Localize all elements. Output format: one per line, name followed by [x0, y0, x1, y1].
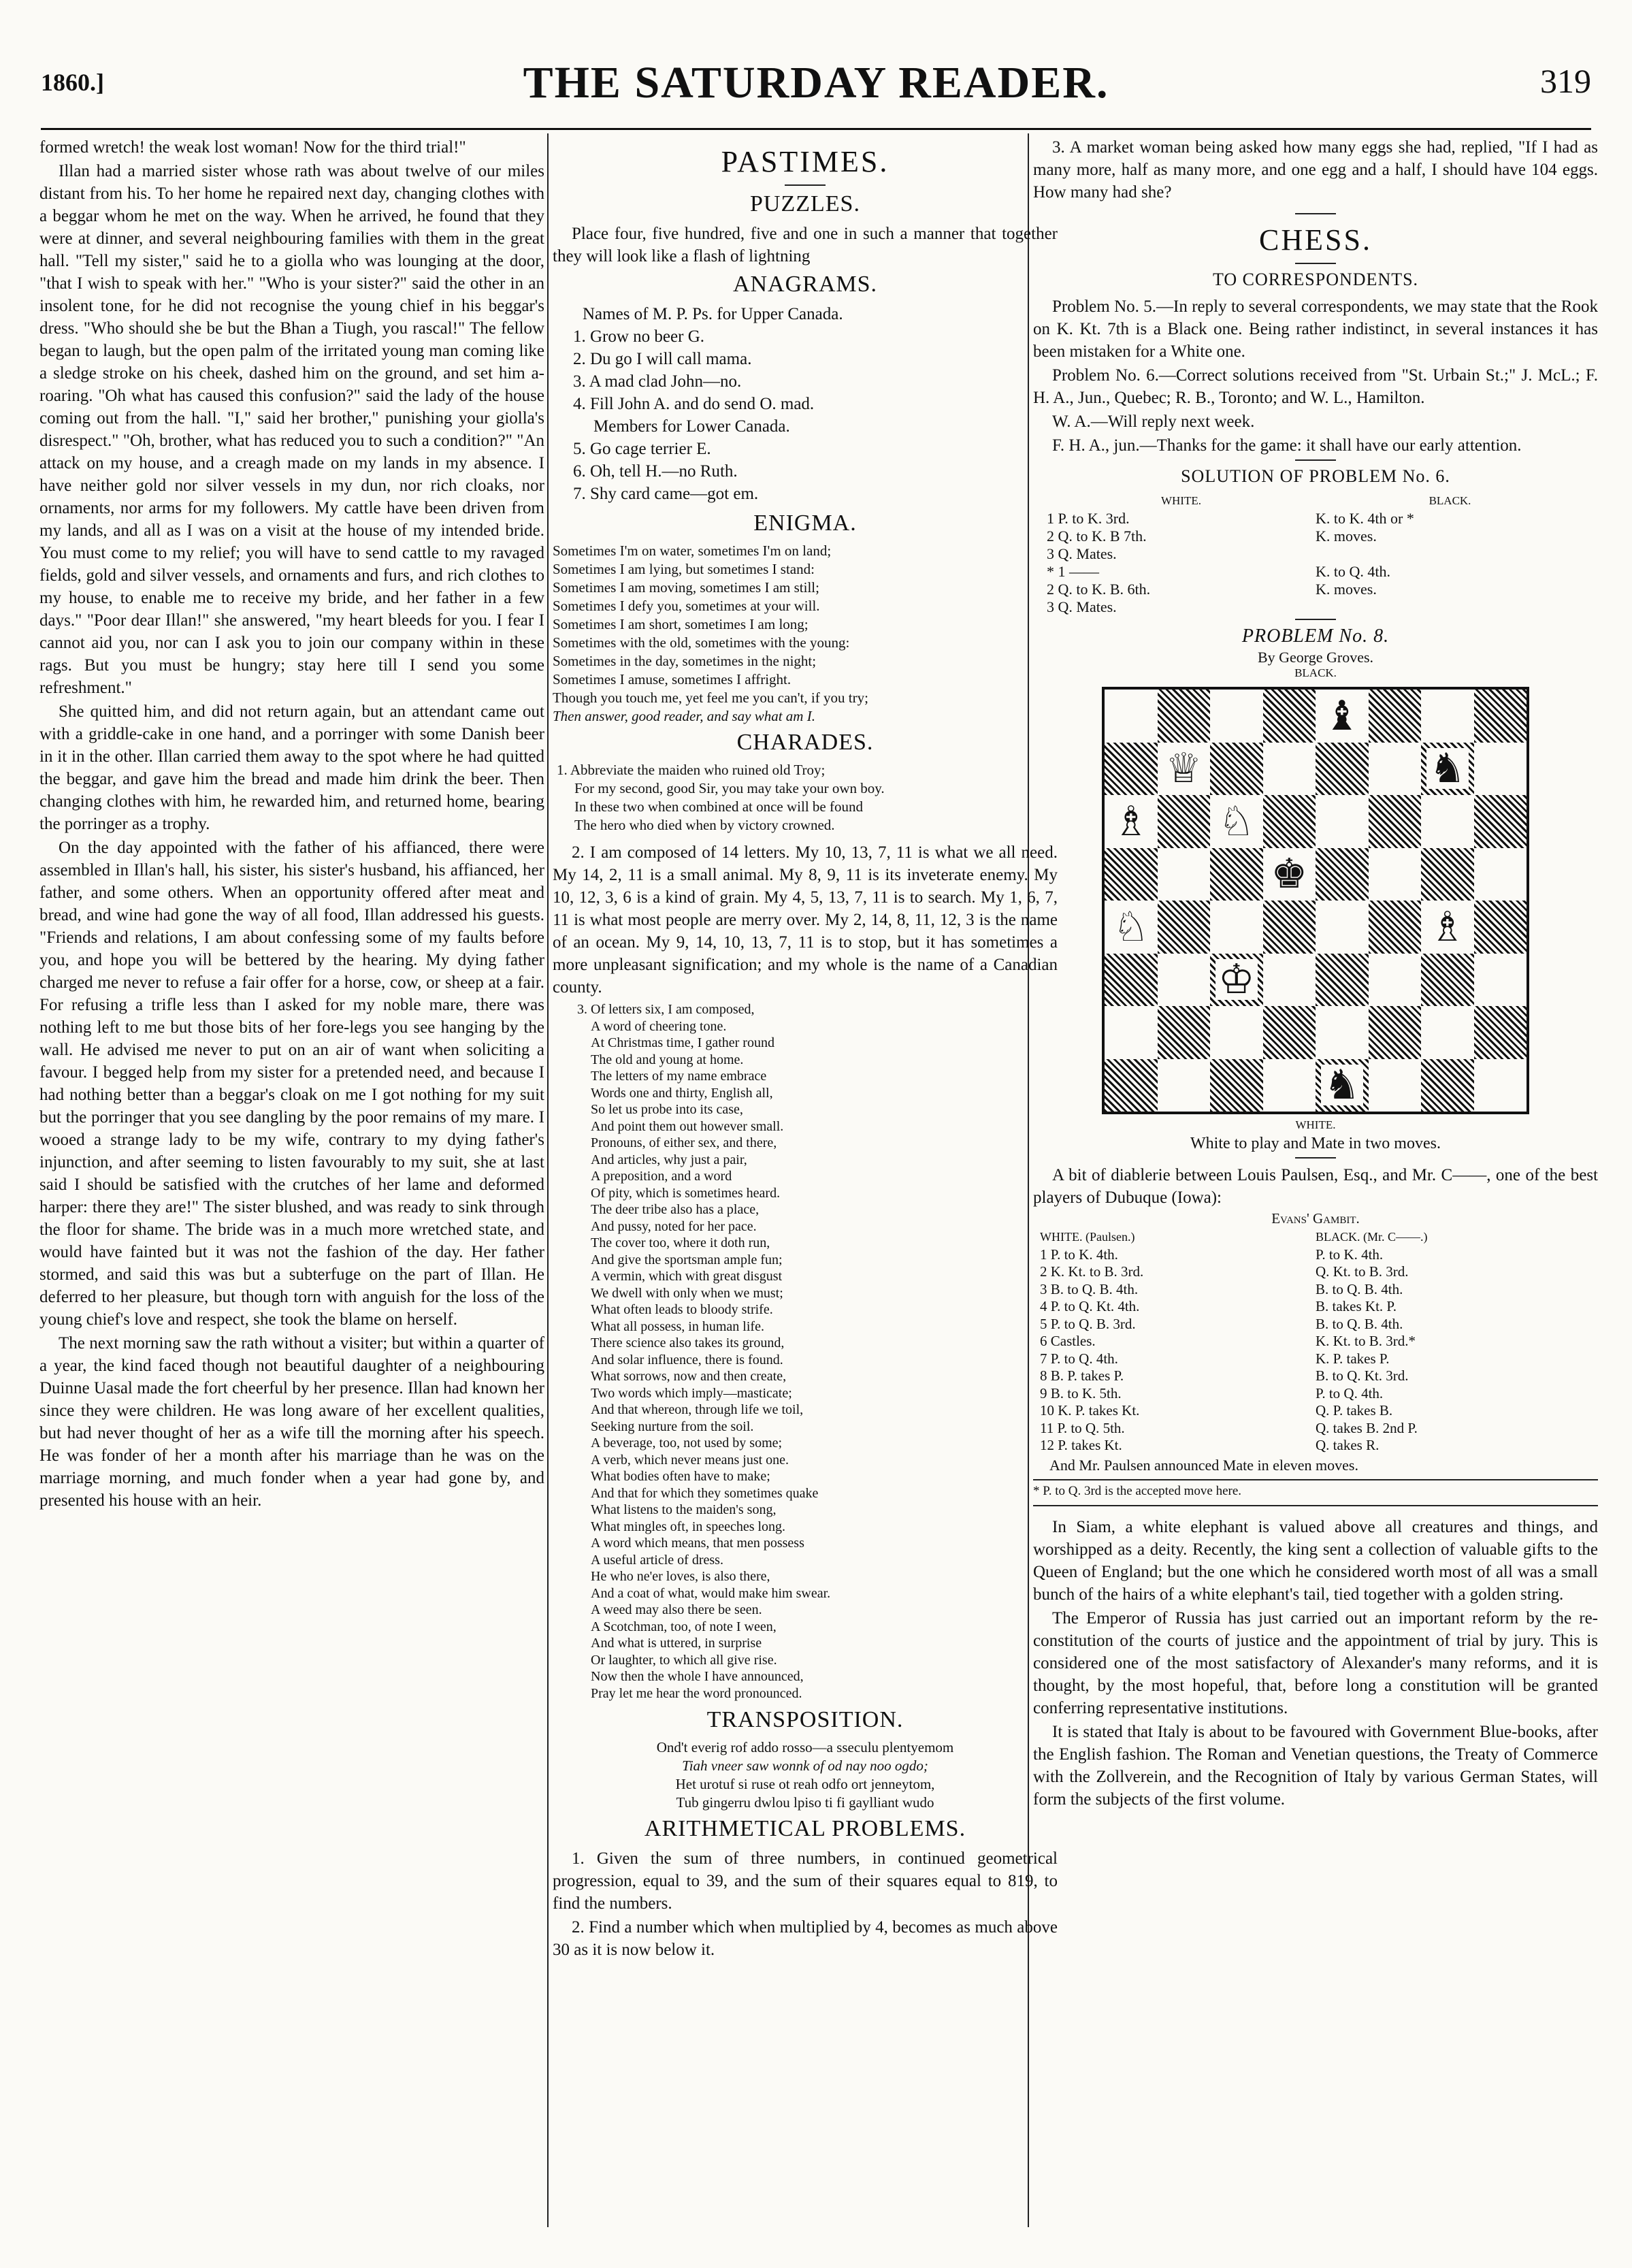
verse-line: And a coat of what, would make him swear. — [591, 1585, 831, 1601]
game-white-move: 2 K. Kt. to B. 3rd. — [1040, 1263, 1144, 1280]
verse-line: The old and young at home. — [591, 1052, 744, 1067]
board-square — [1369, 743, 1422, 796]
verse-line: Seeking nurture from the soil. — [591, 1419, 754, 1434]
board-square — [1474, 743, 1527, 796]
game-black-header: BLACK. (Mr. C——.) — [1316, 1230, 1428, 1244]
board-square — [1158, 795, 1211, 848]
chess-piece-icon: ♔ — [1215, 959, 1258, 1000]
board-square — [1421, 690, 1474, 743]
verse-line: Tiah vneer saw wonnk of od nay noo ogdo; — [682, 1757, 928, 1774]
verse-line: 1. Abbreviate the maiden who ruined old Troy; — [557, 762, 826, 778]
board-square — [1421, 954, 1474, 1007]
game-black-move: Q. Kt. to B. 3rd. — [1316, 1263, 1409, 1280]
board-square — [1421, 1006, 1474, 1059]
short-rule — [1295, 1157, 1336, 1159]
board-square — [1210, 690, 1263, 743]
board-caption: White to play and Mate in two moves. — [1190, 1135, 1441, 1152]
board-square — [1263, 795, 1316, 848]
board-square — [1421, 901, 1474, 954]
board-square — [1369, 795, 1422, 848]
anagram-item: 2. Du go I will call mama. — [573, 350, 752, 368]
game-black-move: K. P. takes P. — [1316, 1350, 1390, 1367]
board-square — [1105, 954, 1158, 1007]
verse-line: What listens to the maiden's song, — [591, 1502, 777, 1517]
verse-line: So let us probe into its case, — [591, 1102, 743, 1117]
verse-line: Sometimes in the day, sometimes in the night; — [553, 653, 817, 669]
board-square — [1263, 901, 1316, 954]
verse-line: Words one and thirty, English all, — [591, 1085, 773, 1101]
correspondents-heading: TO CORRESPONDENTS. — [1212, 270, 1419, 289]
solution-white-move: * 1 —— — [1047, 563, 1099, 580]
chess-piece-icon: ♘ — [1215, 801, 1258, 842]
game-black-move: Q. takes B. 2nd P. — [1316, 1419, 1418, 1436]
game-white-move: 4 P. to Q. Kt. 4th. — [1040, 1298, 1140, 1314]
anagram-item: 6. Oh, tell H.—no Ruth. — [573, 462, 738, 481]
masthead-title: THE SATURDAY READER. — [523, 58, 1109, 108]
verse-line: We dwell with only when we must; — [591, 1285, 783, 1301]
chess-piece-icon: ♝ — [1321, 696, 1363, 736]
verse-line: 3. Of letters six, I am composed, — [577, 1002, 755, 1017]
game-white-move: 3 B. to Q. B. 4th. — [1040, 1280, 1139, 1297]
arith-problem-2: 2. Find a number which when multiplied by 4, becomes as much above 30 as it is now below it. — [553, 1918, 1058, 1959]
section-rule — [1033, 1479, 1598, 1480]
board-square — [1105, 848, 1158, 901]
board-square — [1369, 1006, 1422, 1059]
verse-line: Sometimes I defy you, sometimes at your will. — [553, 598, 820, 614]
anagram-item: 1. Grow no beer G. — [573, 327, 705, 346]
anagram-item: 3. A mad clad John—no. — [573, 372, 742, 391]
board-square — [1316, 901, 1369, 954]
verse-line: What sorrows, now and then create, — [591, 1369, 787, 1384]
board-square — [1210, 1059, 1263, 1112]
board-square — [1210, 954, 1263, 1007]
board-black-label: BLACK. — [1294, 666, 1337, 679]
column-divider — [547, 133, 549, 2227]
game-moves — [1040, 1229, 1591, 1455]
board-square — [1316, 954, 1369, 1007]
page-header — [41, 48, 1591, 123]
verse-line: Sometimes I am short, sometimes I am long; — [553, 616, 809, 632]
solution-white-move: 3 Q. Mates. — [1047, 545, 1117, 562]
anagrams-heading: ANAGRAMS. — [732, 272, 878, 297]
board-square — [1474, 954, 1527, 1007]
verse-line: Tub gingerru dwlou lpiso ti fi gaylliant wudo — [676, 1794, 934, 1811]
solution-white-header: WHITE. — [1160, 494, 1201, 507]
solution-white-move: 2 Q. to K. B 7th. — [1047, 528, 1147, 545]
board-square — [1263, 954, 1316, 1007]
enigma-heading: ENIGMA. — [753, 511, 857, 536]
verse-line: A word which means, that men possess — [591, 1536, 804, 1551]
game-white-move: 11 P. to Q. 5th. — [1040, 1419, 1125, 1436]
arithmetical-heading: ARITHMETICAL PROBLEMS. — [644, 1816, 966, 1841]
anagram-list — [573, 303, 1058, 505]
verse-line: A vermin, which with great disgust — [591, 1269, 783, 1284]
verse-line: A preposition, and a word — [591, 1169, 732, 1184]
transposition-verse — [553, 1738, 1058, 1812]
story-paragraph: Illan had a married sister whose rath was about twelve of our miles distant from his. To her home he repaired next day, changing clothes with a beggar whom he met on the way. When he arrived, he found that they were at dinner, and several neighbouring families with them in the great hall. "Tell my sister," said he to a giolla who was lounging at the door, "that I wish to speak with her." "Who is your sister?" said the other in an insolent tone, for he did not recognise the young chief in his beggar's dress. "Who should she be but the Bhan a Tiugh, you rascal!" The fellow began to laugh, but the open palm of the irritated young man coming like a sledge stroke on his cheek, dashed him on the ground, and set him a-roaring. "Oh what has caused this confusion?" said the lady of the house coming out from the hall. "I," said her brother," punishing your giolla's disrespect." "Oh, brother, what has reduced you to such a condition?" "An attack on my house, and a creagh made on my lands in my absence. I have neither gold nor silver vessels in my dun, nor rich cloaks, nor ornaments, nor arms for my followers. My cattle have been driven from my lands, and all as I was on a visit at the house of my intended bride. You must come to my relief; you will have to send cattle to my ravaged fields, gold and silver vessels, and ornaments and furs, and rich clothes to my house, to enable me to receive my bride, and her father in a few days." "Poor dear Illan!" she answered, "my heart bleeds for you. I fear I cannot aid you, nor can I ask you to join our company within in these rags. But you must be hungry; stay here till I send you some refreshment." — [39, 162, 544, 697]
chess-board — [1102, 687, 1529, 1114]
board-square — [1263, 1059, 1316, 1112]
board-square — [1316, 743, 1369, 796]
header-rule — [41, 128, 1591, 130]
verse-line: What all possess, in human life. — [591, 1318, 764, 1334]
short-rule — [785, 184, 826, 186]
transposition-heading: TRANSPOSITION. — [706, 1707, 904, 1732]
board-square — [1210, 848, 1263, 901]
section-rule — [1033, 1505, 1598, 1506]
game-black-move: B. takes Kt. P. — [1316, 1298, 1397, 1314]
verse-line: Sometimes I amuse, sometimes I affright. — [553, 671, 791, 687]
game-white-move: 9 B. to K. 5th. — [1040, 1384, 1122, 1402]
section-title-pastimes: PASTIMES. — [721, 145, 890, 178]
solution-black-move: K. moves. — [1316, 528, 1377, 545]
board-square — [1316, 690, 1369, 743]
puzzles-heading: PUZZLES. — [750, 191, 860, 216]
verse-line: And articles, why just a pair, — [591, 1152, 747, 1167]
game-intro: A bit of diablerie between Louis Paulsen, Esq., and Mr. C——, one of the best players of Dubuque (Iowa): — [1033, 1166, 1598, 1207]
board-square — [1158, 1006, 1211, 1059]
verse-line: A verb, which never means just one. — [591, 1452, 789, 1468]
news-paragraph: It is stated that Italy is about to be favoured with Government Blue-books, after the English fashion. The Roman and Venetian questions, the Treaty of Commerce with the Zollverein, and the Recognition of Italy by various German States, will form the subjects of the first volume. — [1033, 1722, 1598, 1809]
board-square — [1105, 901, 1158, 954]
chess-piece-icon: ♗ — [1426, 907, 1469, 947]
board-square — [1474, 901, 1527, 954]
board-square — [1105, 795, 1158, 848]
game-black-move: K. Kt. to B. 3rd.* — [1316, 1333, 1416, 1349]
charade-two: 2. I am composed of 14 letters. My 10, 13, 7, 11 is what we all need. My 14, 2, 11 is a small animal. My 8, 9, 11 is its inveterate enemy. My 10, 12, 3, 6 is a kind of grain. My 4, 5, 13, 7, 11 is to search. My 1, 6, 7, 11 is what most people are merry over. My 2, 14, 8, 11, 12, 3 is the name of an ocean. My 9, 14, 10, 13, 7, 11 is to stop, but it has sometimes a more unpleasant signification; and my whole is the name of a Canadian county. — [553, 843, 1058, 997]
board-square — [1210, 1006, 1263, 1059]
verse-line: A beverage, too, not used by some; — [591, 1436, 783, 1451]
verse-line: A weed may also there be seen. — [591, 1602, 762, 1617]
verse-line: The letters of my name embrace — [591, 1069, 767, 1084]
board-square — [1474, 690, 1527, 743]
board-square — [1210, 743, 1263, 796]
verse-line: What mingles oft, in speeches long. — [591, 1519, 786, 1534]
board-square — [1105, 690, 1158, 743]
verse-line: And give the sportsman ample fun; — [591, 1252, 783, 1267]
short-rule — [1295, 263, 1336, 264]
correspondent-note: Problem No. 5.—In reply to several correspondents, we may state that the Rook on K. Kt. 7th is a Black one. Being rather indistinct, in several instances it has been mistaken for a White one. — [1033, 297, 1598, 361]
problem-author: By George Groves. — [1257, 649, 1374, 666]
board-square — [1158, 690, 1211, 743]
verse-line: And solar influence, there is found. — [591, 1352, 783, 1367]
anagram-intro: Names of M. P. Ps. for Upper Canada. — [583, 305, 843, 323]
game-black-move: B. to Q. Kt. 3rd. — [1316, 1367, 1409, 1384]
game-conclusion: And Mr. Paulsen announced Mate in eleven moves. — [1049, 1456, 1358, 1474]
board-square — [1316, 795, 1369, 848]
game-white-move: 6 Castles. — [1040, 1333, 1096, 1349]
solution-table — [1047, 492, 1584, 616]
verse-line: Pray let me hear the word pronounced. — [591, 1685, 802, 1701]
board-square — [1369, 848, 1422, 901]
board-square — [1421, 1059, 1474, 1112]
story-paragraph: formed wretch! the weak lost woman! Now for the third trial!" — [39, 138, 466, 157]
board-white-label: WHITE. — [1295, 1118, 1336, 1131]
puzzle-text: Place four, five hundred, five and one in such a manner that together they will look like a flash of lightning — [553, 225, 1058, 265]
solution-heading: SOLUTION OF PROBLEM No. 6. — [1181, 466, 1450, 486]
verse-line: Though you touch me, yet feel me you can't, if you try; — [553, 690, 868, 706]
board-square — [1158, 901, 1211, 954]
solution-black-move — [1316, 598, 1584, 616]
game-black-move: Q. P. takes B. — [1316, 1402, 1393, 1419]
verse-line: He who ne'er loves, is also there, — [591, 1569, 770, 1584]
verse-line: And point them out however small. — [591, 1118, 784, 1134]
board-square — [1105, 1006, 1158, 1059]
game-white-move: 1 P. to K. 4th. — [1040, 1246, 1118, 1263]
verse-line: Now then the whole I have announced, — [591, 1669, 804, 1684]
verse-line: A useful article of dress. — [591, 1552, 723, 1568]
news-paragraph: The Emperor of Russia has just carried out an important reform by the re-constitution of the courts of justice and the appointment of trial by jury. This is considered one of the most satisfactory of Alexander's many reforms, and it is thought, by the most hopeful, that, before long a constitution will be granted conferring representative institutions. — [1033, 1608, 1598, 1717]
board-square — [1421, 743, 1474, 796]
game-white-move: 10 K. P. takes Kt. — [1040, 1402, 1140, 1419]
verse-line: A Scotchman, too, of note I ween, — [591, 1619, 777, 1634]
verse-line: A word of cheering tone. — [591, 1018, 727, 1034]
board-square — [1369, 901, 1422, 954]
verse-line: What often leads to bloody strife. — [591, 1302, 773, 1317]
board-square — [1158, 954, 1211, 1007]
column-story — [39, 136, 544, 2227]
verse-line: Sometimes with the old, sometimes with the young: — [553, 634, 850, 651]
verse-line: The cover too, where it doth run, — [591, 1235, 770, 1250]
story-paragraph: The next morning saw the rath without a visiter; but within a quarter of a year, the kind faced though not beautiful daughter of a neighbouring Duinne Uasal made the fort cheerful by her presence. Illan had known her since they were children. He was long aware of her excellent qualities, but had never thought of her as a wife till the morning after his speech. He was fonder of her a month after his marriage than he was on the marriage morning, and much fonder when a year had gone by, and presented his house with an heir. — [39, 1334, 544, 1510]
short-rule — [1295, 619, 1336, 620]
story-paragraph: She quitted him, and did not return again, but an attendant came out with a griddle-cake in one hand, and a porringer with some Danish beer in it in the other. Illan carried them away to the spot where he had quitted the beggar, and gave him the bread and made him drink the beer. Then changing clothes with him, he rewarded him, and returned home, bearing the porringer as a trophy. — [39, 702, 544, 833]
charades-heading: CHARADES. — [736, 730, 874, 755]
verse-line: And what is uttered, in surprise — [591, 1636, 762, 1651]
board-square — [1421, 848, 1474, 901]
column-pastimes — [553, 136, 1058, 2227]
chess-piece-icon: ♕ — [1162, 748, 1205, 789]
header-date: 1860.] — [41, 69, 104, 96]
short-rule — [1295, 459, 1336, 461]
chess-piece-icon: ♚ — [1268, 854, 1310, 894]
board-square — [1316, 848, 1369, 901]
verse-line: Then answer, good reader, and say what am I. — [553, 708, 815, 724]
verse-line: What bodies often have to make; — [591, 1469, 770, 1484]
verse-line: The hero who died when by victory crowned. — [574, 817, 835, 833]
game-white-move: 5 P. to Q. B. 3rd. — [1040, 1315, 1136, 1332]
correspondent-note: W. A.—Will reply next week. — [1052, 412, 1255, 431]
board-square — [1263, 848, 1316, 901]
solution-black-move — [1316, 545, 1584, 563]
verse-line: Het urotuf si ruse ot reah odfo ort jenneytom, — [675, 1776, 935, 1792]
verse-line: In these two when combined at once will be found — [574, 798, 863, 815]
game-white-move: 12 P. takes Kt. — [1040, 1437, 1122, 1453]
enigma-verse — [553, 542, 1058, 726]
anagram-intro: Members for Lower Canada. — [593, 417, 790, 436]
anagram-item: 4. Fill John A. and do send O. mad. — [573, 395, 815, 413]
verse-line: There science also takes its ground, — [591, 1335, 785, 1350]
column-chess — [1033, 136, 1598, 2227]
board-square — [1263, 743, 1316, 796]
verse-line: And pussy, noted for her pace. — [591, 1218, 757, 1234]
board-square — [1263, 1006, 1316, 1059]
verse-line: Sometimes I'm on water, sometimes I'm on land; — [553, 542, 832, 559]
verse-line: Of pity, which is sometimes heard. — [591, 1185, 781, 1201]
game-black-move: B. to Q. B. 4th. — [1316, 1280, 1403, 1297]
problem-heading: PROBLEM No. 8. — [1241, 626, 1390, 647]
chess-piece-icon: ♞ — [1321, 1065, 1363, 1105]
board-square — [1316, 1059, 1369, 1112]
verse-line: For my second, good Sir, you may take your own boy. — [574, 780, 885, 796]
board-square — [1210, 795, 1263, 848]
arith-problem-1: 1. Given the sum of three numbers, in continued geometrical progression, equal to 39, and the sum of their squares equal to 819, to find the numbers. — [553, 1849, 1058, 1913]
game-white-move: 8 B. P. takes P. — [1040, 1367, 1124, 1384]
board-square — [1474, 848, 1527, 901]
verse-line: The deer tribe also has a place, — [591, 1202, 760, 1217]
board-square — [1105, 1059, 1158, 1112]
correspondent-note: Problem No. 6.—Correct solutions received from "St. Urbain St.;" J. McL.; F. H. A., Jun., Quebec; R. B., Toronto; and W. L., Hamilton. — [1033, 366, 1598, 407]
verse-line: Or laughter, to which all give rise. — [591, 1652, 777, 1668]
board-square — [1105, 743, 1158, 796]
anagram-item: 5. Go cage terrier E. — [573, 440, 711, 458]
game-black-move: Q. takes R. — [1316, 1437, 1380, 1453]
board-square — [1369, 1059, 1422, 1112]
board-square — [1369, 690, 1422, 743]
board-square — [1158, 848, 1211, 901]
solution-white-move: 1 P. to K. 3rd. — [1047, 510, 1130, 527]
solution-black-move: K. to Q. 4th. — [1316, 563, 1390, 580]
verse-line: At Christmas time, I gather round — [591, 1035, 774, 1050]
verse-line: Two words which imply—masticate; — [591, 1385, 792, 1401]
game-white-move: 7 P. to Q. 4th. — [1040, 1350, 1118, 1367]
solution-white-move: 2 Q. to K. B. 6th. — [1047, 581, 1151, 598]
charade-one — [553, 761, 1058, 835]
solution-white-move: 3 Q. Mates. — [1047, 598, 1117, 615]
game-title: Evans' Gambit. — [1271, 1210, 1360, 1227]
board-square — [1369, 954, 1422, 1007]
charade-three-verse — [577, 1001, 1058, 1702]
game-black-move: B. to Q. B. 4th. — [1316, 1315, 1403, 1332]
verse-line: Ond't everig rof addo rosso—a sseculu plentyemom — [656, 1739, 954, 1755]
board-square — [1210, 901, 1263, 954]
solution-black-move: K. moves. — [1316, 581, 1377, 598]
board-square — [1474, 795, 1527, 848]
board-square — [1158, 1059, 1211, 1112]
solution-black-move: K. to K. 4th or * — [1316, 510, 1414, 527]
short-rule — [1295, 213, 1336, 214]
board-square — [1474, 1006, 1527, 1059]
anagram-item: 7. Shy card came—got em. — [573, 485, 759, 503]
board-square — [1421, 795, 1474, 848]
section-title-chess: CHESS. — [1259, 223, 1372, 257]
game-white-header: WHITE. (Paulsen.) — [1040, 1230, 1135, 1244]
board-square — [1316, 1006, 1369, 1059]
verse-line: Sometimes I am moving, sometimes I am still; — [553, 579, 819, 596]
page-number: 319 — [1540, 62, 1591, 100]
verse-line: And that for which they sometimes quake — [591, 1485, 819, 1501]
verse-line: Sometimes I am lying, but sometimes I stand: — [553, 561, 815, 577]
game-black-move: P. to Q. 4th. — [1316, 1384, 1384, 1402]
solution-black-header: BLACK. — [1429, 494, 1471, 507]
arith-problem-3: 3. A market woman being asked how many eggs she had, replied, "If I had as many more, half as many more, and one egg and a half, I should have 104 eggs. How many had she? — [1033, 138, 1598, 201]
story-paragraph: On the day appointed with the father of his affianced, there were assembled in Illan's hall, his sister, his sister's husband, his affianced, her father, and some others. When an opportunity offered after meat and bread, and wine had gone the way of all food, Illan addressed his guests. "Friends and relations, I am about confessing some of my faults before you, and hope you will be bettered by the hearing. My dying father charged me never to refuse a fair offer for a horse, cow, or sheep at a fair. For refusing a trifle less than I asked for my noble mare, there was nothing left to me but those bits of her fore-legs you see hanging by the wall. He advised me never to put on an air of want when soliciting a favour. I begged help from my sister for a pretended need, and because I had nothing better than a beggar's cloak on me I got nothing for my suit but the porringer that you see dangling by the poor remains of my mare. I wooed a strange lady to be my wife, contrary to my dying father's injunction, and after seeming to listen favourably to my suit, she at last said I should be satisfied with the crutches of her lame and deformed harper: there they are!" The sister blushed, and was ready to sink through the floor for shame. The bride was in a much more wretched state, and would have fainted but it was not the fashion of the day. Her father stormed, and said this was but a subterfuge on the part of Illan. He deferred to her pleasure, but though torn with anguish for the loss of the young chief's love and respect, she took the blame on herself. — [39, 839, 544, 1329]
board-square — [1263, 690, 1316, 743]
news-paragraph: In Siam, a white elephant is valued above all creatures and things, and worshipped as a deity. Recently, the king sent a collection of valuable gifts to the Queen of England; but the one which he considered worth most of all was a small bunch of the hairs of a white elephant's tail, tied together with a golden string. — [1033, 1517, 1598, 1604]
board-square — [1158, 743, 1211, 796]
chess-piece-icon: ♘ — [1110, 907, 1152, 947]
verse-line: And that whereon, through life we toil, — [591, 1402, 804, 1417]
game-footnote: * P. to Q. 3rd is the accepted move here. — [1033, 1483, 1242, 1498]
chess-piece-icon: ♞ — [1426, 748, 1469, 789]
correspondent-note: F. H. A., jun.—Thanks for the game: it shall have our early attention. — [1052, 436, 1522, 455]
chess-piece-icon: ♗ — [1110, 801, 1152, 842]
verse-line: Pronouns, of either sex, and there, — [591, 1135, 777, 1150]
board-square — [1474, 1059, 1527, 1112]
game-black-move: P. to K. 4th. — [1316, 1246, 1384, 1263]
